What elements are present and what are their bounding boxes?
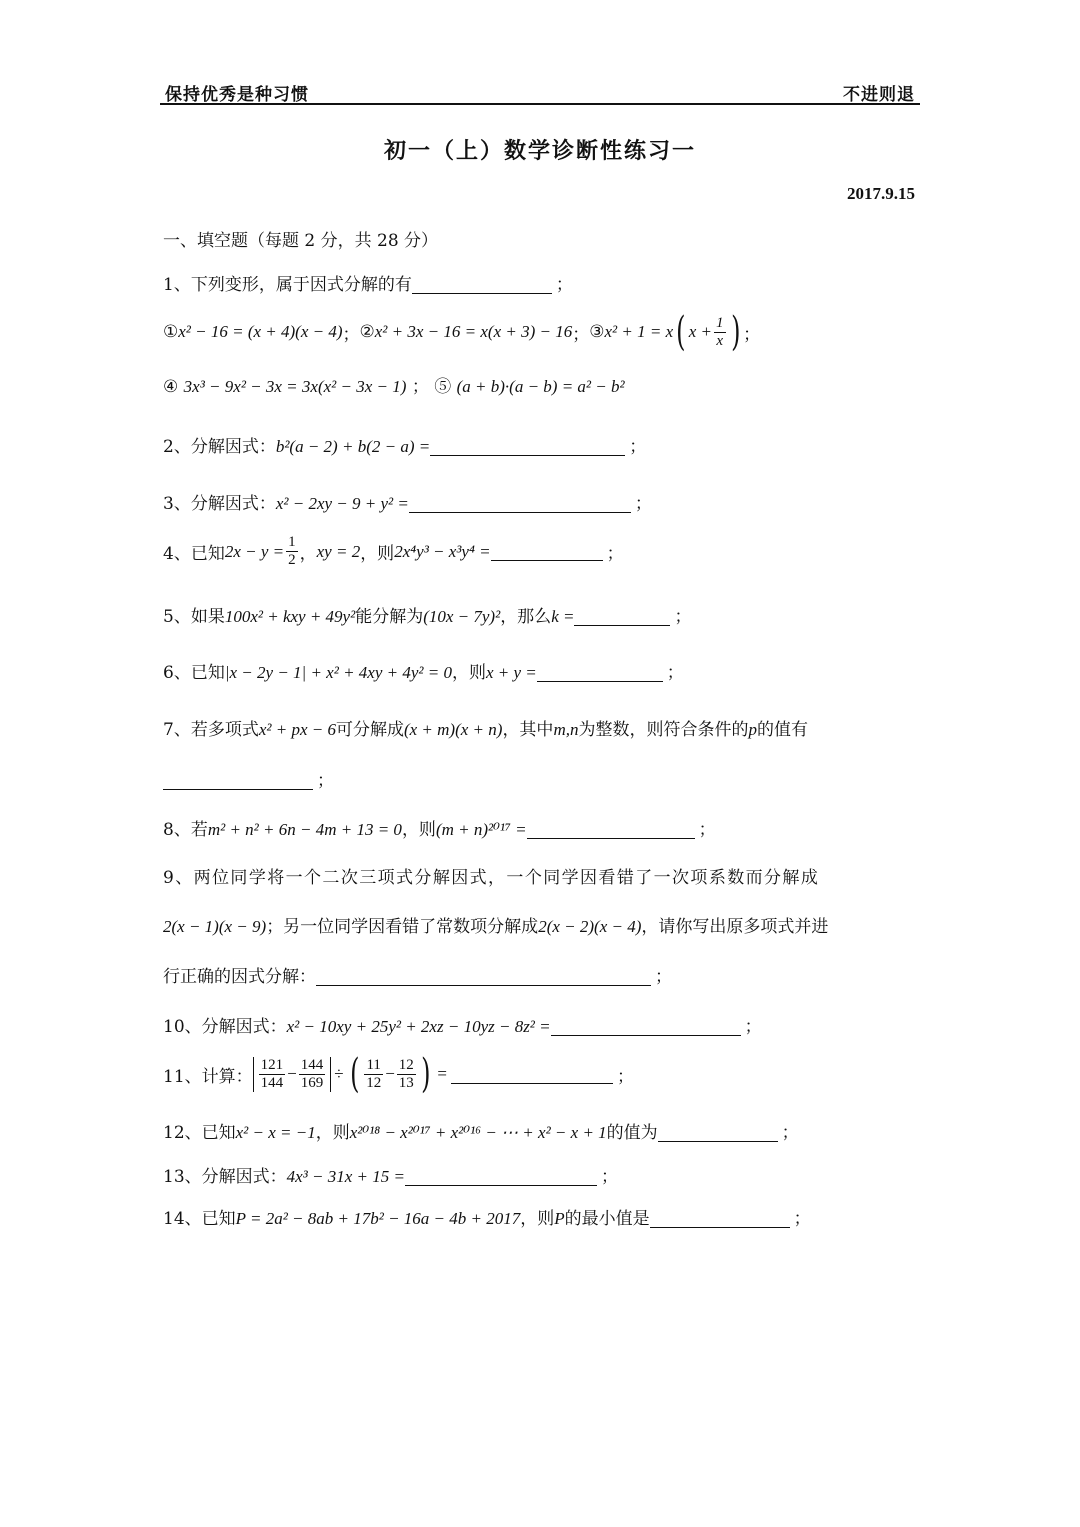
q11-divide: ÷ [334,1064,344,1083]
fraction-denominator: x [716,332,724,349]
q12-answer-blank[interactable] [658,1123,778,1142]
q1-option4-label: ④ [163,377,179,397]
right-paren-glyph: ) [730,309,741,355]
q3-answer-blank[interactable] [409,494,631,513]
question-2 [163,432,646,457]
fraction-denominator: 144 [260,1074,284,1091]
q13-answer-blank[interactable] [405,1167,597,1186]
q4-fraction [286,534,298,569]
right-paren-glyph: ) [420,1051,431,1097]
q1-sep4: ； [411,377,429,397]
q11-semicolon: ； [616,1066,634,1087]
q6-semicolon: ； [666,663,684,683]
q1-answer-blank[interactable] [412,275,552,294]
q1-option3-label: ③ [589,322,605,342]
q1-option1: x² − 16 = (x + 4)(x − 4) [178,322,343,341]
q13-semicolon: ； [601,1167,618,1187]
q5-answer-blank[interactable] [574,607,670,626]
q1-option4: 3x³ − 9x² − 3x = 3x(x² − 3x − 1) [183,377,407,396]
q1-option3-fraction [714,315,726,350]
q4-expression-2: xy = 2 [316,541,361,561]
q4-semicolon: ； [606,544,624,564]
question-6 [163,658,684,683]
question-9-line-1: 9、两位同学将一个二次三项式分解因式，一个同学因看错了一次项系数而分解成 [163,868,820,888]
q1-option2-label: ② [359,322,375,342]
fraction-numerator: 121 [260,1056,284,1073]
question-1 [163,270,573,295]
q14-expression-1: P = 2a² − 8ab + 17b² − 16a − 4b + 2017 [235,1209,521,1228]
q10-expression: x² − 10xy + 25y² + 2xz − 10yz − 8z² = [286,1017,551,1036]
q2-expression: b²(a − 2) + b(2 − a) = [275,437,431,456]
q3-expression: x² − 2xy − 9 + y² = [275,494,409,513]
header-motto: 保持优秀是种习惯 [165,85,309,105]
q7-stem: 7、若多项式 [163,720,259,740]
question-5 [163,602,691,627]
q14-answer-blank[interactable] [650,1209,790,1228]
q3-semicolon: ； [634,494,652,514]
q2-semicolon: ； [629,437,647,457]
fraction-denominator: 169 [300,1074,324,1091]
q7-mid: 可分解成 [335,720,404,740]
question-10 [163,1012,762,1037]
q14-stem: 14、已知 [163,1209,236,1229]
q12-tail: 的值为 [606,1123,658,1143]
q8-expression-1: m² + n² + 6n − 4m + 13 = 0 [207,820,402,839]
question-14 [163,1204,811,1229]
q11-stem: 11、计算： [163,1066,253,1087]
q12-then: ，则 [315,1123,350,1143]
q12-semicolon: ； [781,1123,799,1143]
q11-fraction-3 [364,1057,383,1092]
q12-stem: 12、已知 [163,1123,236,1143]
q4-answer-blank[interactable] [491,542,603,561]
question-12 [163,1118,799,1143]
fraction-numerator: 1 [716,314,724,331]
q12-expression-2: x²⁰¹⁸ − x²⁰¹⁷ + x²⁰¹⁶ − ⋯ + x² − x + 1 [349,1123,607,1142]
q9-expression-1: 2(x − 1)(x − 9) [163,917,267,936]
q11-fraction-1 [259,1057,286,1092]
question-4 [163,534,624,569]
q7-expression-1: x² + px − 6 [258,720,336,739]
page-title: 初一（上）数学诊断性练习一 [383,138,696,164]
q8-stem: 8、若 [163,820,208,840]
q11-fraction-4 [397,1057,416,1092]
q5-stem: 5、如果 [163,607,225,627]
q7-mid2: ，其中 [502,720,554,740]
question-3 [163,489,652,514]
q5-expression-2: (10x − 7y)² [423,607,501,626]
q1-sep3: ； [743,324,761,345]
section-heading: 一、填空题（每题 2 分，共 28 分） [163,231,439,251]
q10-answer-blank[interactable] [551,1017,741,1036]
q5-mid: 能分解为 [355,607,424,627]
q6-expression-2: x + y = [485,663,537,682]
q14-expression-2: P [554,1209,565,1228]
fraction-numerator: 11 [366,1056,381,1073]
q1-sep1: ； [342,324,360,345]
q10-stem: 10、分解因式： [163,1017,287,1037]
q7-expression-2: (x + m)(x + n) [403,720,503,739]
q8-then: ，则 [401,820,436,840]
q7-semicolon: ； [317,771,334,791]
q1-option5-label: ⑤ [434,377,452,397]
q5-semicolon: ； [674,607,692,627]
q7-expression-3: m,n [553,720,579,739]
q1-option2: x² + 3x − 16 = x(x + 3) − 16 [374,322,573,341]
q6-stem: 6、已知 [163,663,225,683]
q4-expression-3: 2x⁴y³ − x³y⁴ = [394,541,491,561]
q11-minus-2: − [385,1064,395,1083]
q4-then: ，则 [360,544,395,564]
fraction-numerator: 1 [288,534,296,550]
q1-sep2: ； [572,324,590,345]
q2-answer-blank[interactable] [430,437,625,456]
q14-then: ，则 [520,1209,555,1229]
q7-tail: 的值有 [756,720,808,740]
question-8 [163,815,716,840]
q1-options-row2 [163,372,625,397]
q8-semicolon: ； [698,820,716,840]
q4-comma: ， [299,544,317,564]
fraction-numerator: 144 [300,1056,324,1073]
fraction-numerator: 12 [398,1056,414,1073]
q1-option5: (a + b)·(a − b) = a² − b² [456,377,625,396]
fraction-denominator: 13 [398,1074,414,1091]
q6-expression-1: |x − 2y − 1| + x² + 4xy + 4y² = 0 [224,663,452,682]
header-divider [160,103,920,105]
q9-answer-blank[interactable] [316,967,651,986]
q7-mid3: 为整数，则符合条件的 [578,720,749,740]
q1-stem: 1、下列变形，属于因式分解的有 [163,275,412,295]
question-7 [163,715,919,740]
q9-mid: ；另一位同学因看错了常数项分解成 [266,917,539,937]
q9-expression-2: 2(x − 2)(x − 4) [538,917,642,936]
q5-expression-1: 100x² + kxy + 49y² [224,607,356,626]
q7-expression-4: p [748,720,757,739]
q13-expression: 4x³ − 31x + 15 = [286,1167,405,1186]
q11-equals: = [437,1064,447,1083]
exam-date: 2017.9.15 [847,184,915,203]
q6-answer-blank[interactable] [537,663,663,682]
header-slogan: 不进则退 [843,85,915,105]
q4-stem: 4、已知 [163,544,225,564]
q9-tail: ，请你写出原多项式并进 [641,917,829,937]
q14-tail: 的最小值是 [564,1209,650,1229]
fraction-denominator: 12 [366,1074,382,1091]
question-11 [163,1051,634,1097]
q7-answer-line [163,766,334,791]
q13-stem: 13、分解因式： [163,1167,287,1187]
q5-then: ，那么 [500,607,552,627]
q11-minus-1: − [287,1064,297,1083]
q5-expression-3: k = [551,607,575,626]
q8-expression-2: (m + n)²⁰¹⁷ = [435,820,527,839]
q1-options-row1 [163,309,761,355]
q11-absolute-value [253,1057,332,1092]
left-paren-glyph: ( [349,1051,360,1097]
q9-semicolon: ； [655,967,672,987]
q2-stem: 2、分解因式： [163,437,276,457]
q14-semicolon: ； [793,1209,811,1229]
q8-answer-blank[interactable] [527,820,695,839]
question-9-line-3 [163,962,672,987]
q11-fraction-2 [299,1057,326,1092]
q9-prompt: 行正确的因式分解： [163,967,316,987]
q3-stem: 3、分解因式： [163,494,276,514]
q11-answer-blank[interactable] [451,1065,613,1084]
q12-expression-1: x² − x = −1 [235,1123,316,1142]
q1-option3-inner: x + [688,322,713,341]
q4-expression-1: 2x − y = [224,541,285,561]
q10-semicolon: ； [744,1017,762,1037]
q1-semicolon: ； [555,275,573,295]
q7-answer-blank[interactable] [163,771,313,790]
q1-option3-lhs: x² + 1 = x [604,322,674,341]
left-paren-glyph: ( [676,309,686,355]
question-9-line-2 [163,912,828,937]
question-13 [163,1162,618,1187]
q1-option1-label: ① [163,322,179,342]
fraction-denominator: 2 [288,552,296,568]
q6-then: ，则 [451,663,486,683]
